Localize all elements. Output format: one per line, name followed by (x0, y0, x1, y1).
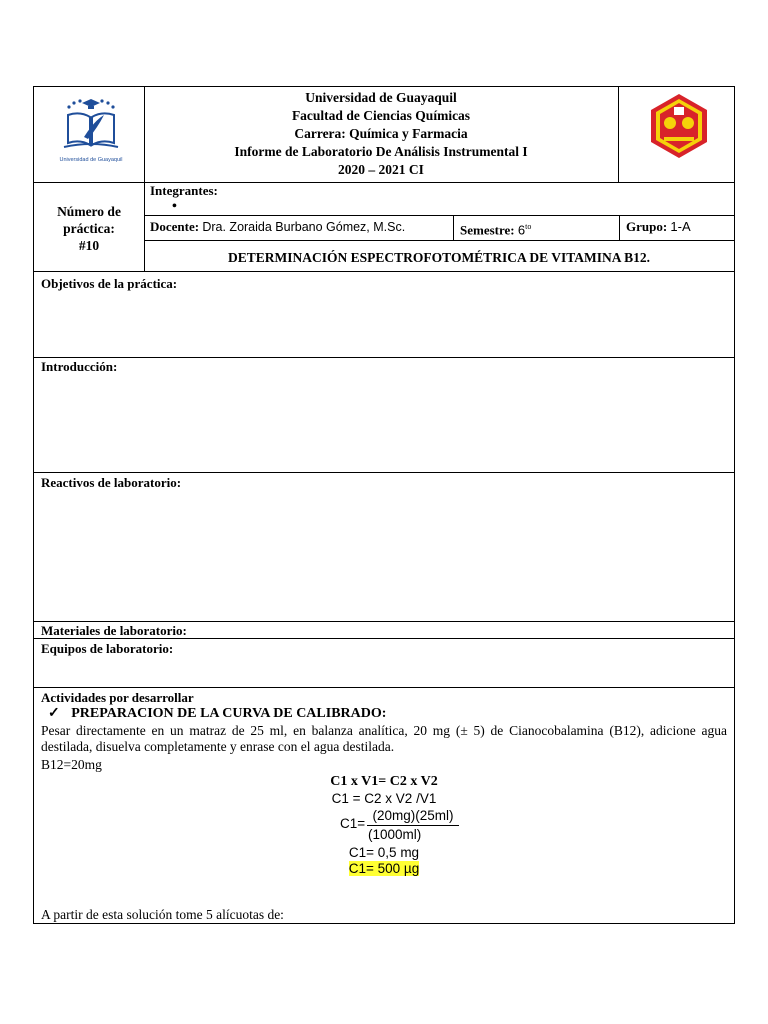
integrantes-label: Integrantes: (150, 183, 218, 198)
university-logo (52, 95, 130, 161)
faculty-badge-icon (650, 93, 708, 159)
aliquots-instruction: A partir de esta solución tome 5 alícuotas de: (41, 907, 284, 922)
equation-result-ug-row (34, 861, 734, 877)
semestre-label: Semestre: (460, 222, 515, 238)
b12-mass: B12=20mg (41, 757, 102, 772)
divider (453, 215, 454, 240)
university-name: Universidad de Guayaquil (305, 90, 457, 105)
equation-result-ug: C1= 500 µg (348, 861, 420, 876)
divider (618, 87, 619, 183)
divider (34, 271, 734, 272)
header-title-block (146, 89, 616, 179)
grupo-label: Grupo: (626, 219, 668, 234)
docente-field (150, 219, 405, 235)
equation-result-mg: C1= 0,5 mg (348, 845, 420, 860)
university-logo-icon (52, 95, 130, 161)
equation-rearranged: C1 = C2 x V2 /V1 (331, 791, 437, 806)
objetivos-label: Objetivos de la práctica: (41, 276, 178, 291)
academic-period: 2020 – 2021 CI (338, 162, 424, 177)
report-name: Informe de Laboratorio De Análisis Instrumental I (234, 144, 528, 159)
divider (34, 182, 734, 183)
actividades-label: Actividades por desarrollar (41, 690, 194, 705)
divider (34, 687, 734, 688)
practice-number-value: #10 (78, 238, 100, 253)
faculty-badge (650, 93, 708, 159)
docente-value: Dra. Zoraida Burbano Gómez, M.Sc. (202, 220, 406, 234)
divider (619, 215, 620, 240)
lab-report-form (33, 86, 735, 924)
equation-c1-prefix: C1= (340, 816, 366, 831)
integrantes-bullet: • (172, 199, 177, 214)
grupo-field (626, 219, 691, 235)
divider (34, 472, 734, 473)
faculty-name: Facultad de Ciencias Químicas (291, 108, 471, 123)
check-icon: ✓ (48, 706, 60, 721)
calibration-paragraph: Pesar directamente en un matraz de 25 ml, en balanza analítica, 20 mg (± 5) de Cianocobalamina (B12), adicione agua destilada, disuelva completamente y enrase con el agua destilada. (41, 723, 727, 754)
divider (34, 621, 734, 622)
practice-number-label: Número de práctica: (57, 204, 121, 236)
divider (144, 240, 734, 241)
practice-title: DETERMINACIÓN ESPECTROFOTOMÉTRICA DE VITAMINA B12. (228, 250, 650, 265)
divider (144, 215, 734, 216)
semestre-field (460, 219, 531, 238)
equation-numerator: (20mg)(25ml) (372, 808, 454, 823)
introduccion-label: Introducción: (41, 359, 118, 374)
calibration-subtitle-text: PREPARACION DE LA CURVA DE CALIBRADO: (71, 706, 387, 721)
fraction-bar (367, 825, 459, 826)
calibration-subtitle (48, 705, 386, 722)
equation-dilution: C1 x V1= C2 x V2 (330, 774, 438, 789)
equation-denominator: (1000ml) (368, 827, 422, 842)
semestre-suffix: to (525, 222, 532, 231)
docente-label: Docente: (150, 219, 200, 234)
logo-caption: Universidad de Guayaquil (59, 157, 123, 163)
semestre-value: 6 (517, 222, 526, 238)
grupo-value: 1-A (670, 219, 691, 234)
equipos-label: Equipos de laboratorio: (41, 641, 174, 656)
materiales-label: Materiales de laboratorio: (41, 623, 187, 638)
divider (144, 87, 145, 271)
reactivos-label: Reactivos de laboratorio: (41, 475, 182, 490)
career-name: Carrera: Química y Farmacia (294, 126, 468, 141)
divider (34, 357, 734, 358)
